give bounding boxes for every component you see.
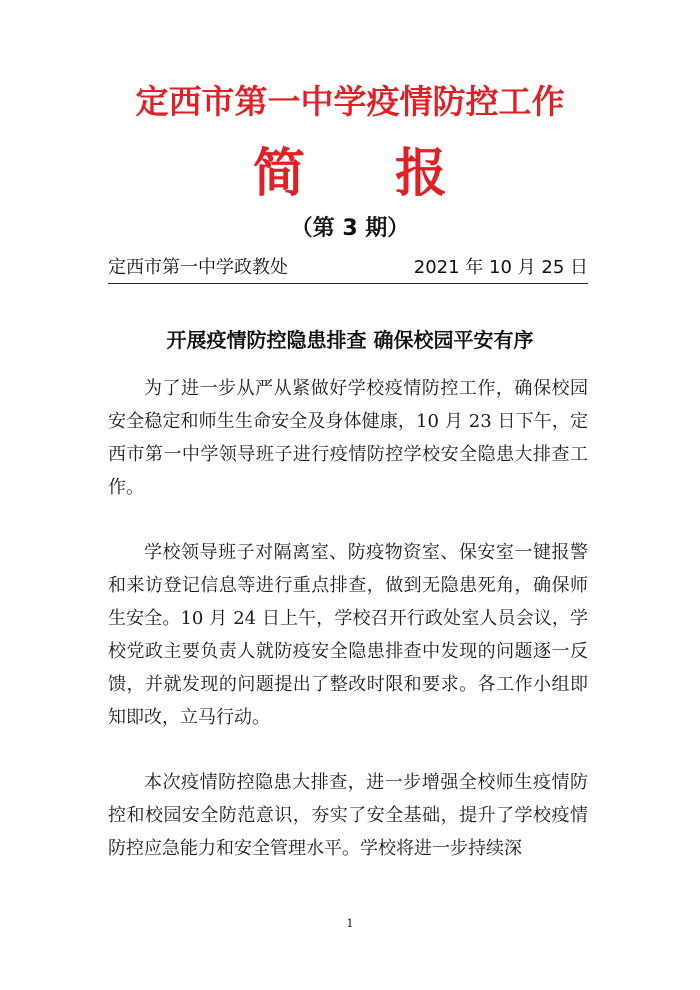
bulletin-header-title: 定西市第一中学疫情防控工作 xyxy=(135,82,565,121)
page-number: 1 xyxy=(346,917,354,930)
article-paragraph: 本次疫情防控隐患大排查，进一步增强全校师生疫情防控和校园安全防范意识，夯实了安全基础，提升了学校疫情防控应急能力和安全管理水平。学校将进一步持续深 xyxy=(108,772,588,859)
meta-row xyxy=(108,254,588,282)
bulletin-header-subtitle: 简报 xyxy=(252,144,537,204)
header-divider xyxy=(108,283,588,284)
article-body xyxy=(108,372,588,897)
article-paragraph: 学校领导班子对隔离室、防疫物资室、保安室一键报警和来访登记信息等进行重点排查，做到无隐患死角，确保师生安全。10 月 24 日上午，学校召开行政处室人员会议，学校党政主要负责人就防疫安全隐患排查中发现的问题逐一反馈，并就发现的问题提出了整改时限和要求。各工作小组即知即改，立马行动。 xyxy=(108,542,588,728)
issue-date: 2021 年 10 月 25 日 xyxy=(413,257,588,278)
article-title: 开展疫情防控隐患排查 确保校园平安有序 xyxy=(166,328,534,352)
article-paragraph: 为了进一步从严从紧做好学校疫情防控工作，确保校园安全稳定和师生生命安全及身体健康，10 月 23 日下午，定西市第一中学领导班子进行疫情防控学校安全隐患大排查工作。 xyxy=(108,378,588,498)
issue-number: （第 3 期） xyxy=(290,216,410,241)
issuing-department: 定西市第一中学政教处 xyxy=(108,257,288,278)
